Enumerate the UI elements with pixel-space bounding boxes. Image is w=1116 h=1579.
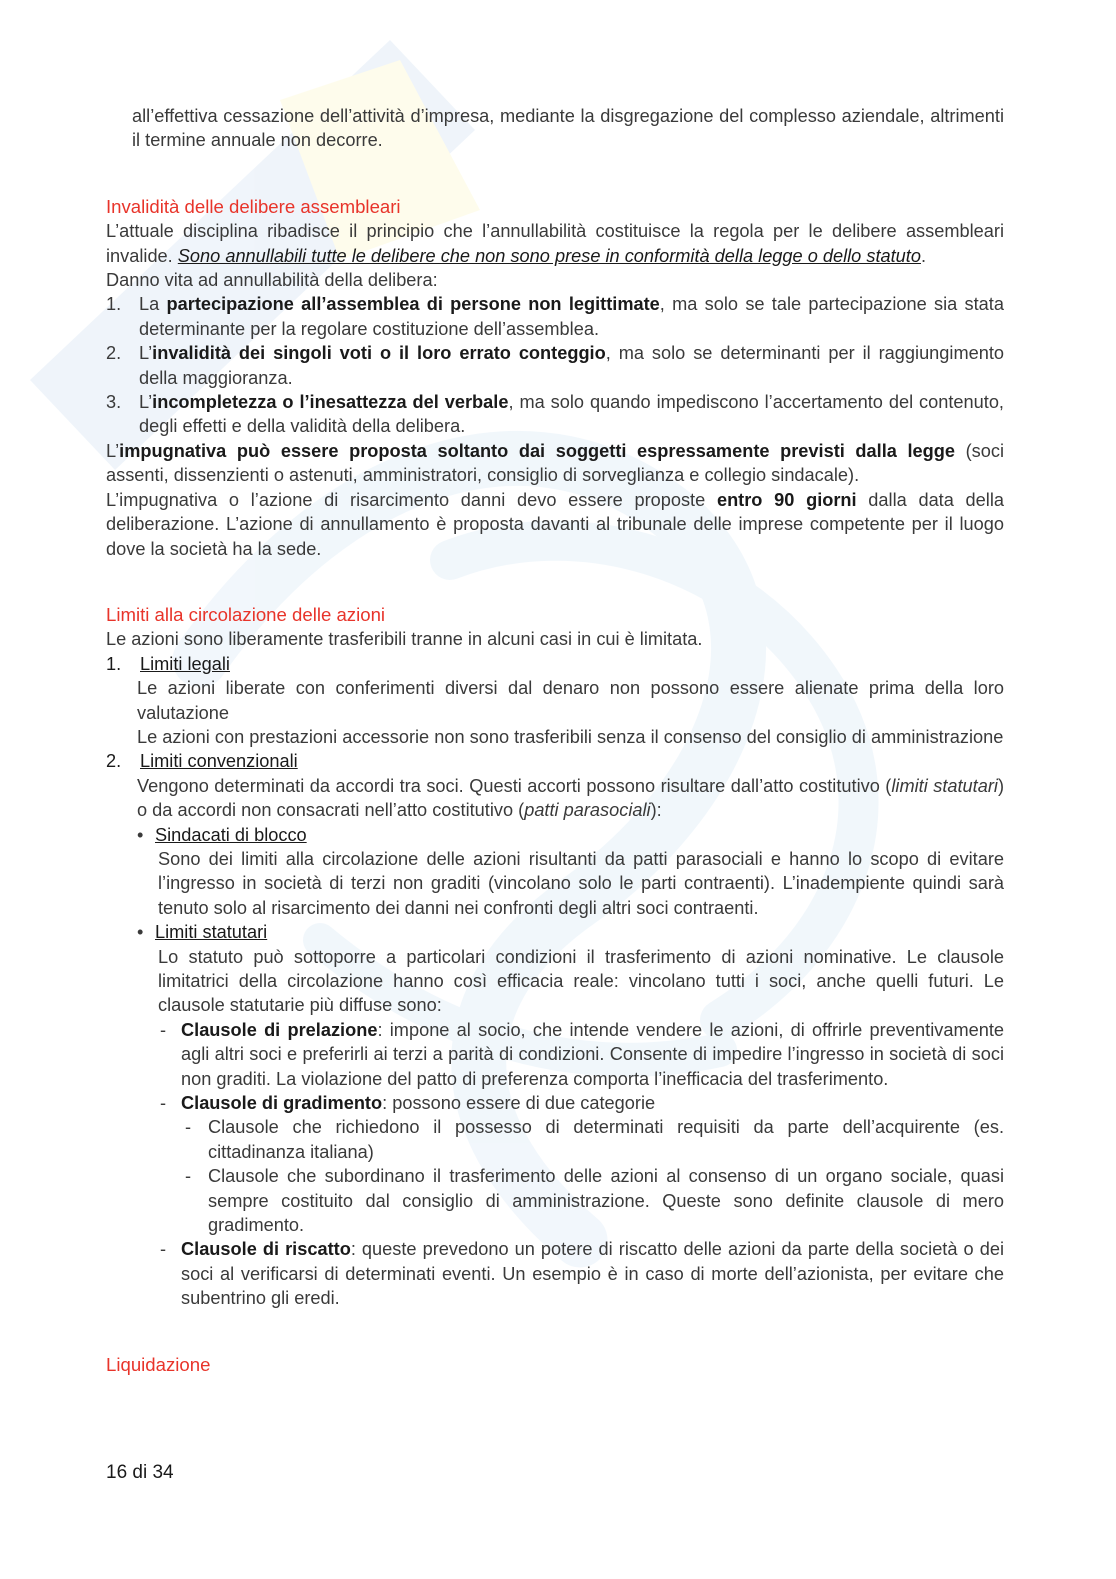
paragraph: Lo statuto può sottoporre a particolari condizioni il trasferimento di azioni nominative. Le clausole limitatrici della circolazione hanno così efficacia reale: vincolano tutti i soci, anche quelli futuri. Le clausole statutarie più diffuse sono:	[158, 946, 1004, 1016]
paragraph: Danno vita ad annullabilità della delibera:	[106, 270, 438, 291]
section-heading-limiti: Limiti alla circolazione delle azioni	[106, 603, 386, 625]
paragraph: Le azioni liberate con conferimenti diversi dal denaro non possono essere alienate prima della loro valutazione	[137, 678, 1004, 723]
section-heading-invalidita: Invalidità delle delibere assembleari	[106, 195, 401, 217]
page-number: 16 di 34	[106, 1462, 174, 1483]
dash-item-riscatto: - Clausole di riscatto: queste prevedono un potere di riscatto delle azioni da parte della società o dei soci al verificarsi di determinati eventi. Un esempio è in caso di morte dell’azionista, per evitare che subentrino gli eredi.	[160, 1239, 1004, 1309]
paragraph: Le azioni con prestazioni accessorie non sono trasferibili senza il consenso del consiglio di amministrazione	[137, 726, 1004, 747]
paragraph: Le azioni sono liberamente trasferibili tranne in alcuni casi in cui è limitata.	[106, 629, 703, 650]
main-text-column	[106, 104, 1004, 1377]
numbered-subheading: 2. Limiti convenzionali	[106, 751, 298, 772]
list-item: 3. L’incompletezza o l’inesattezza del verbale, ma solo quando impediscono l’accertamento del contenuto, degli effetti e della validità della delibera.	[106, 392, 1004, 437]
nested-dash-item: - Clausole che subordinano il trasferimento delle azioni al consenso di un organo sociale, quasi sempre costituito dal consiglio di amministrazione. Queste sono definite clausole di mero gradimento.	[185, 1166, 1004, 1236]
dash-item-prelazione: - Clausole di prelazione: impone al socio, che intende vendere le azioni, di offrirle preventivamente agli altri soci e preferirli ai terzi a parità di condizioni. Consente di impedire l’ingresso in società di soci non graditi. La violazione del patto di preferenza comporta l’inefficacia del trasferimento.	[160, 1019, 1004, 1089]
list-item: 2. L’invalidità dei singoli voti o il loro errato conteggio, ma solo se determinanti per il raggiungimento della maggioranza.	[106, 343, 1005, 388]
nested-dash-item: - Clausole che richiedono il possesso di determinati requisiti da parte dell’acquirente (es. cittadinanza italiana)	[185, 1117, 1004, 1162]
paragraph: Vengono determinati da accordi tra soci. Questi accorti possono risultare dall’atto costitutivo (limiti statutari) o da accordi non consacrati nell’atto costitutivo (patti parasociali):	[137, 775, 1004, 821]
section-heading-liquidazione: Liquidazione	[106, 1353, 211, 1375]
numbered-subheading: 1. Limiti legali	[106, 653, 230, 674]
paragraph: Sono dei limiti alla circolazione delle azioni risultanti da patti parasociali e hanno lo scopo di evitare l’ingresso in società di terzi non graditi (vincolano solo le parti contraenti). L’inadempiente quindi sarà tenuto solo al risarcimento dei danni nei confronti degli altri soci contraenti.	[158, 848, 1004, 918]
paragraph: L’impugnativa può essere proposta soltanto dai soggetti espressamente previsti dalla legge (soci assenti, dissenzienti o astenuti, amministratori, consiglio di sorveglianza e collegio sindacale).	[106, 440, 1004, 486]
bullet-item-statutari: • Limiti statutari	[137, 922, 268, 943]
paragraph: L’attuale disciplina ribadisce il principio che l’annullabilità costituisce la regola per le delibere assembleari invalide. Sono annullabili tutte le delibere che non sono prese in conformità della legge o dello statuto.	[106, 221, 1004, 266]
paragraph: L’impugnativa o l’azione di risarcimento danni devo essere proposte entro 90 giorni dalla data della deliberazione. L’azione di annullamento è proposta davanti al tribunale delle imprese competente per il luogo dove la società ha la sede.	[106, 489, 1004, 559]
bullet-item-sindacati: • Sindacati di blocco	[137, 824, 307, 845]
continued-paragraph: all’effettiva cessazione dell’attività d’impresa, mediante la disgregazione del complesso aziendale, altrimenti il termine annuale non decorre.	[132, 106, 1004, 151]
dash-item-gradimento: - Clausole di gradimento: possono essere di due categorie	[160, 1093, 656, 1114]
list-item: 1. La partecipazione all’assemblea di persone non legittimate, ma solo se tale partecipazione sia stata determinante per la regolare costituzione dell’assemblea.	[106, 294, 1004, 339]
